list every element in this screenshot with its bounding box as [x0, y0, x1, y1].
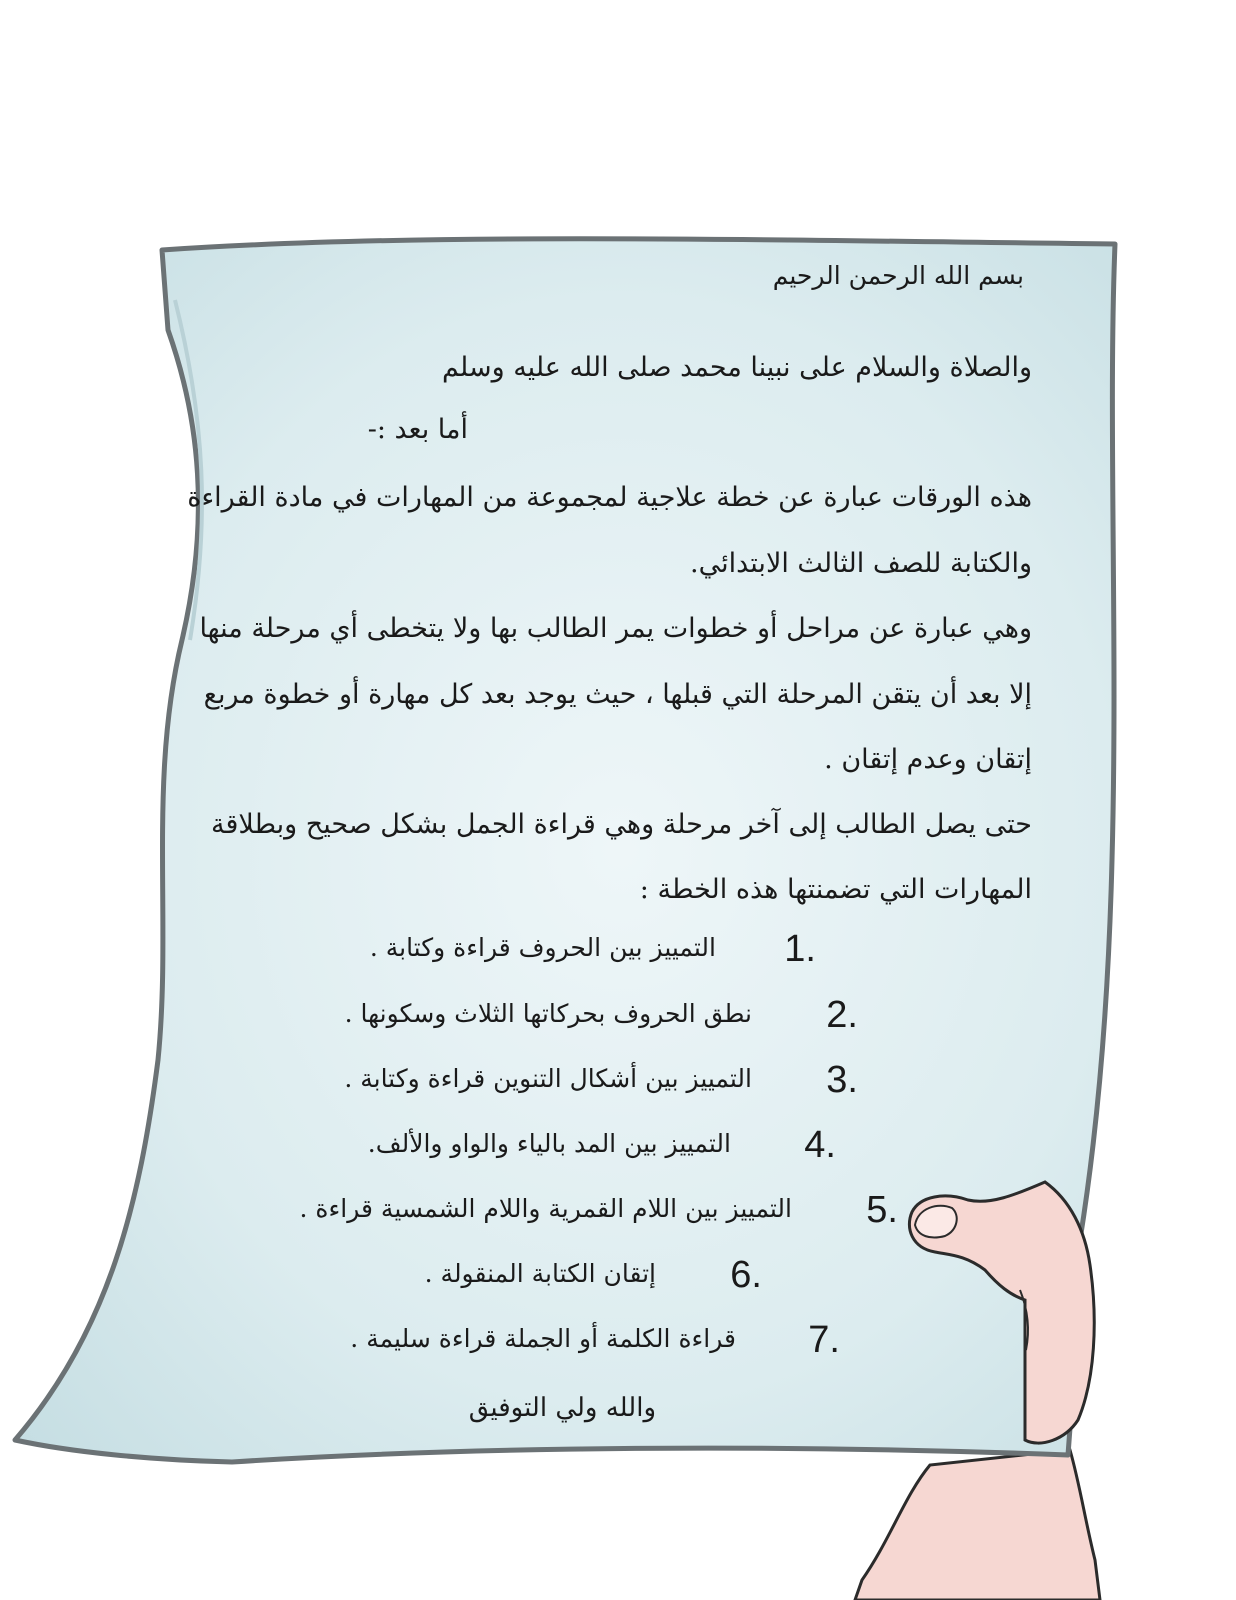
skill-number: 3. — [826, 1059, 858, 1101]
amma-baad: أما بعد :- — [367, 414, 468, 445]
skill-item-5 — [0, 1185, 1236, 1235]
skill-number: 5. — [866, 1189, 898, 1231]
skill-text: التمييز بين اللام القمرية واللام الشمسية قراءة . — [299, 1194, 792, 1223]
closing-line: والله ولي التوفيق — [468, 1393, 656, 1423]
skill-item-1 — [0, 924, 1236, 974]
intro-para2-line3: إتقان وعدم إتقان . — [824, 744, 1032, 775]
skill-text: نطق الحروف بحركاتها الثلاث وسكونها . — [344, 999, 752, 1028]
intro-para2-line2: إلا بعد أن يتقن المرحلة التي قبلها ، حيث يوجد بعد كل مهارة أو خطوة مربع — [203, 679, 1032, 710]
skill-number: 2. — [826, 994, 858, 1036]
skill-text: إتقان الكتابة المنقولة . — [424, 1259, 656, 1288]
skill-item-3 — [0, 1055, 1236, 1105]
intro-para3-line2: المهارات التي تضمنتها هذه الخطة : — [639, 874, 1032, 905]
intro-para2-line1: وهي عبارة عن مراحل أو خطوات يمر الطالب بها ولا يتخطى أي مرحلة منها — [199, 613, 1032, 644]
skill-text: قراءة الكلمة أو الجملة قراءة سليمة . — [350, 1324, 736, 1353]
skill-number: 7. — [808, 1319, 840, 1361]
skill-number: 1. — [784, 928, 816, 970]
skill-item-4 — [0, 1120, 1236, 1170]
skill-number: 6. — [730, 1254, 762, 1296]
skill-text: التمييز بين المد بالياء والواو والألف. — [367, 1129, 731, 1158]
intro-para1-line1: هذه الورقات عبارة عن خطة علاجية لمجموعة من المهارات في مادة القراءة — [187, 482, 1032, 513]
intro-para1-line2: والكتابة للصف الثالث الابتدائي. — [690, 548, 1032, 579]
skill-item-6 — [0, 1250, 1236, 1300]
skill-item-2 — [0, 990, 1236, 1040]
skill-text: التمييز بين الحروف قراءة وكتابة . — [369, 933, 716, 962]
hand-lower-icon — [855, 1450, 1100, 1600]
skill-text: التمييز بين أشكال التنوين قراءة وكتابة . — [344, 1064, 752, 1093]
basmala: بسم الله الرحمن الرحيم — [772, 261, 1024, 290]
skill-item-7 — [0, 1315, 1236, 1365]
intro-para3-line1: حتى يصل الطالب إلى آخر مرحلة وهي قراءة الجمل بشكل صحيح وبطلاقة — [211, 809, 1032, 840]
skill-number: 4. — [804, 1124, 836, 1166]
salutation-line: والصلاة والسلام على نبينا محمد صلى الله عليه وسلم — [442, 352, 1032, 383]
